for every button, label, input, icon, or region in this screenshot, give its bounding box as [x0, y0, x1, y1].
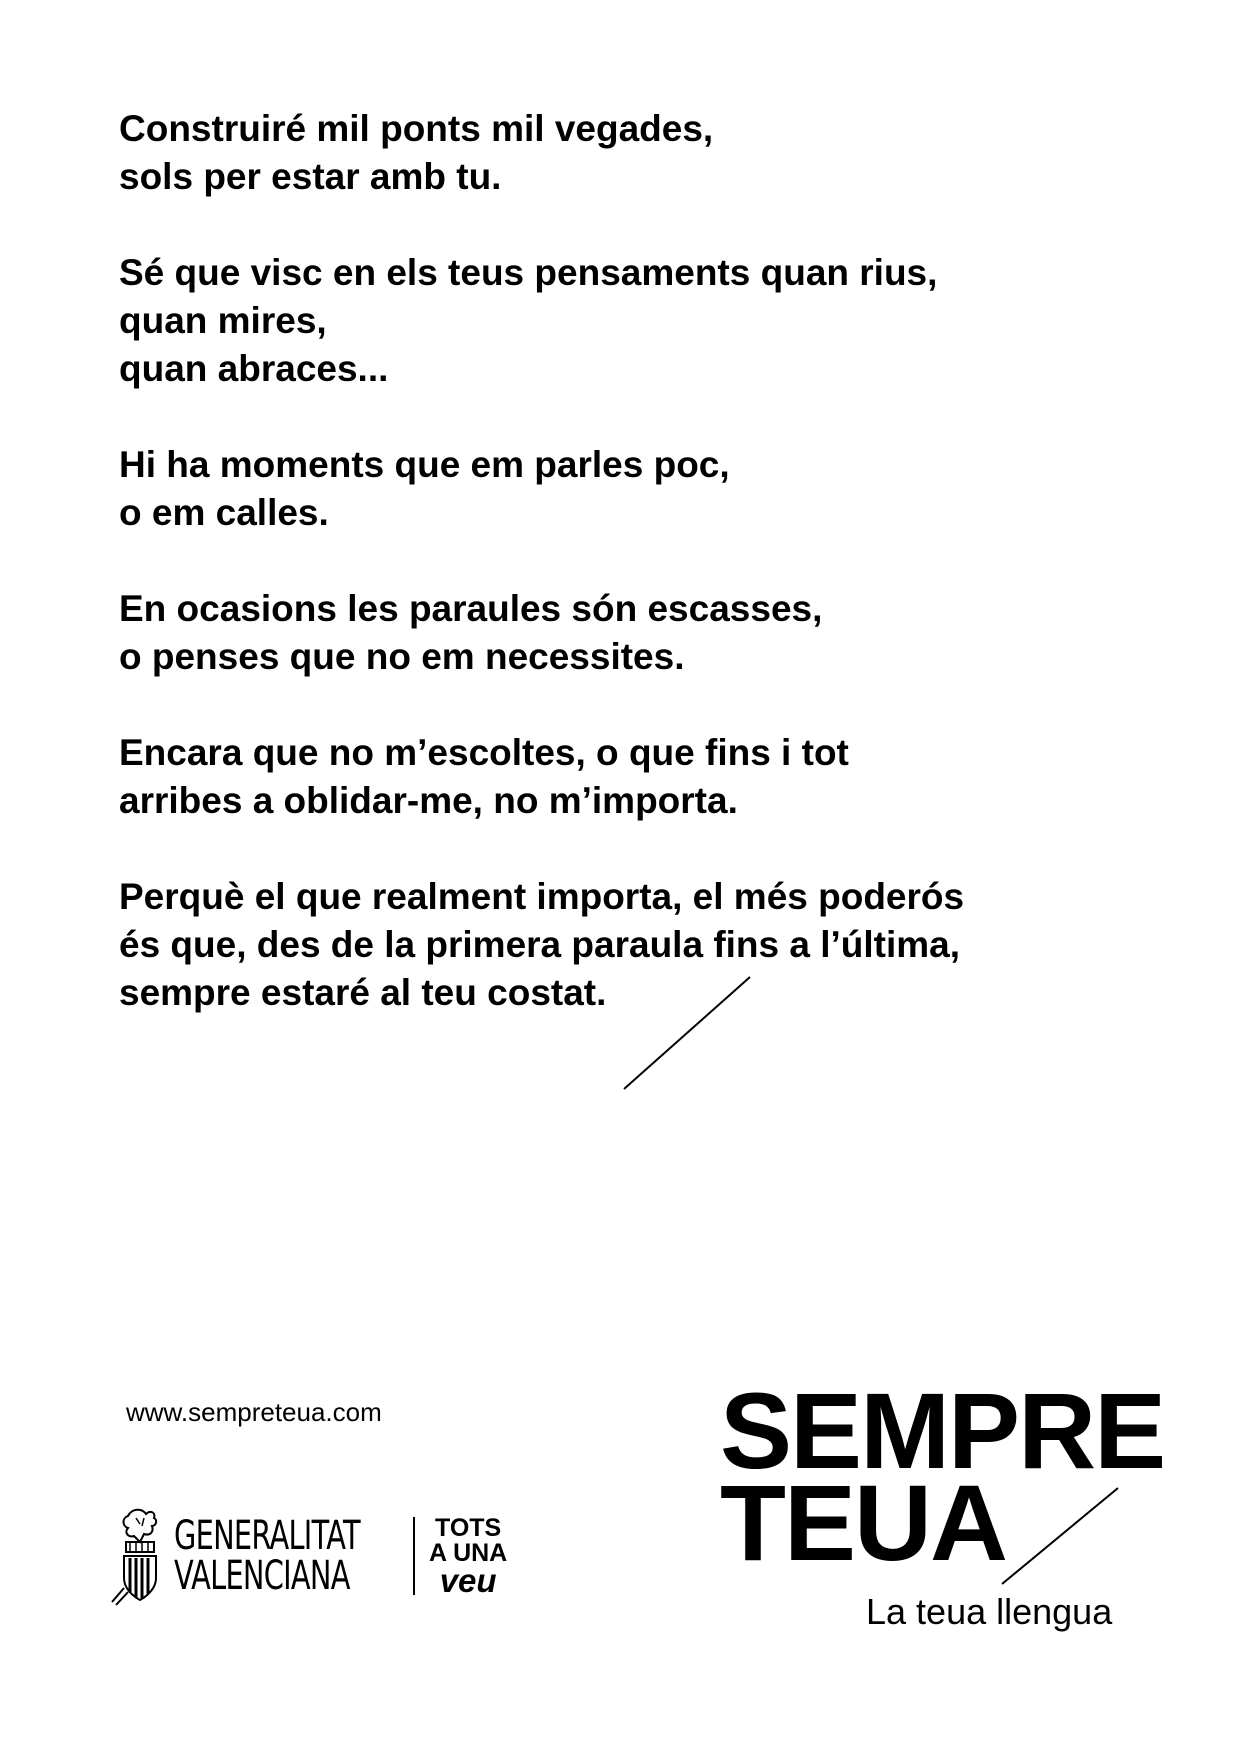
website-link[interactable]: www.sempreteua.com	[126, 1397, 382, 1427]
poem-line: arribes a oblidar-me, no m’importa.	[119, 780, 738, 821]
poem-line: o penses que no em necessites.	[119, 636, 685, 677]
stanza	[119, 105, 1079, 201]
generalitat-line: GENERALITAT	[174, 1513, 360, 1559]
stanza	[119, 585, 1079, 681]
brand-word-sempre: SEMPRE	[720, 1370, 1165, 1491]
brand-tagline: La teua llengua	[866, 1591, 1113, 1632]
poem-line: sempre estaré al teu costat.	[119, 972, 607, 1013]
generalitat-wordmark	[174, 1513, 360, 1599]
brand-slash-mark	[1000, 1486, 1120, 1586]
poem-line: quan abraces...	[119, 348, 389, 389]
poem-line: Sé que visc en els teus pensaments quan rius,	[119, 252, 938, 293]
stanza	[119, 873, 1079, 1017]
poem-line: En ocasions les paraules són escasses,	[119, 588, 823, 629]
veu-line: veu	[439, 1562, 497, 1599]
a-una-line: A UNA	[429, 1539, 508, 1567]
logo-divider	[413, 1517, 415, 1595]
poem-line: sols per estar amb tu.	[119, 156, 502, 197]
stanza	[119, 729, 1079, 825]
tots-a-una-veu-logo	[429, 1514, 508, 1599]
poem-line: o em calles.	[119, 492, 329, 533]
poem-slash-mark	[622, 975, 752, 1091]
poem-line: quan mires,	[119, 300, 327, 341]
poem-line: Encara que no m’escoltes, o que fins i tot	[119, 732, 849, 773]
poem-line: Hi ha moments que em parles poc,	[119, 444, 730, 485]
poem-line: Construiré mil ponts mil vegades,	[119, 108, 714, 149]
poem	[119, 105, 1079, 1065]
brand-word-teua: TEUA	[720, 1462, 1006, 1583]
stanza	[119, 249, 1079, 393]
generalitat-logo	[110, 1506, 507, 1606]
poem-line: Perquè el que realment importa, el més poderós	[119, 876, 965, 917]
valenciana-line: VALENCIANA	[174, 1553, 350, 1599]
tots-line: TOTS	[435, 1514, 502, 1542]
poem-line: és que, des de la primera paraula fins a l’última,	[119, 924, 961, 965]
stanza	[119, 441, 1079, 537]
valencian-crest-icon	[110, 1506, 168, 1606]
